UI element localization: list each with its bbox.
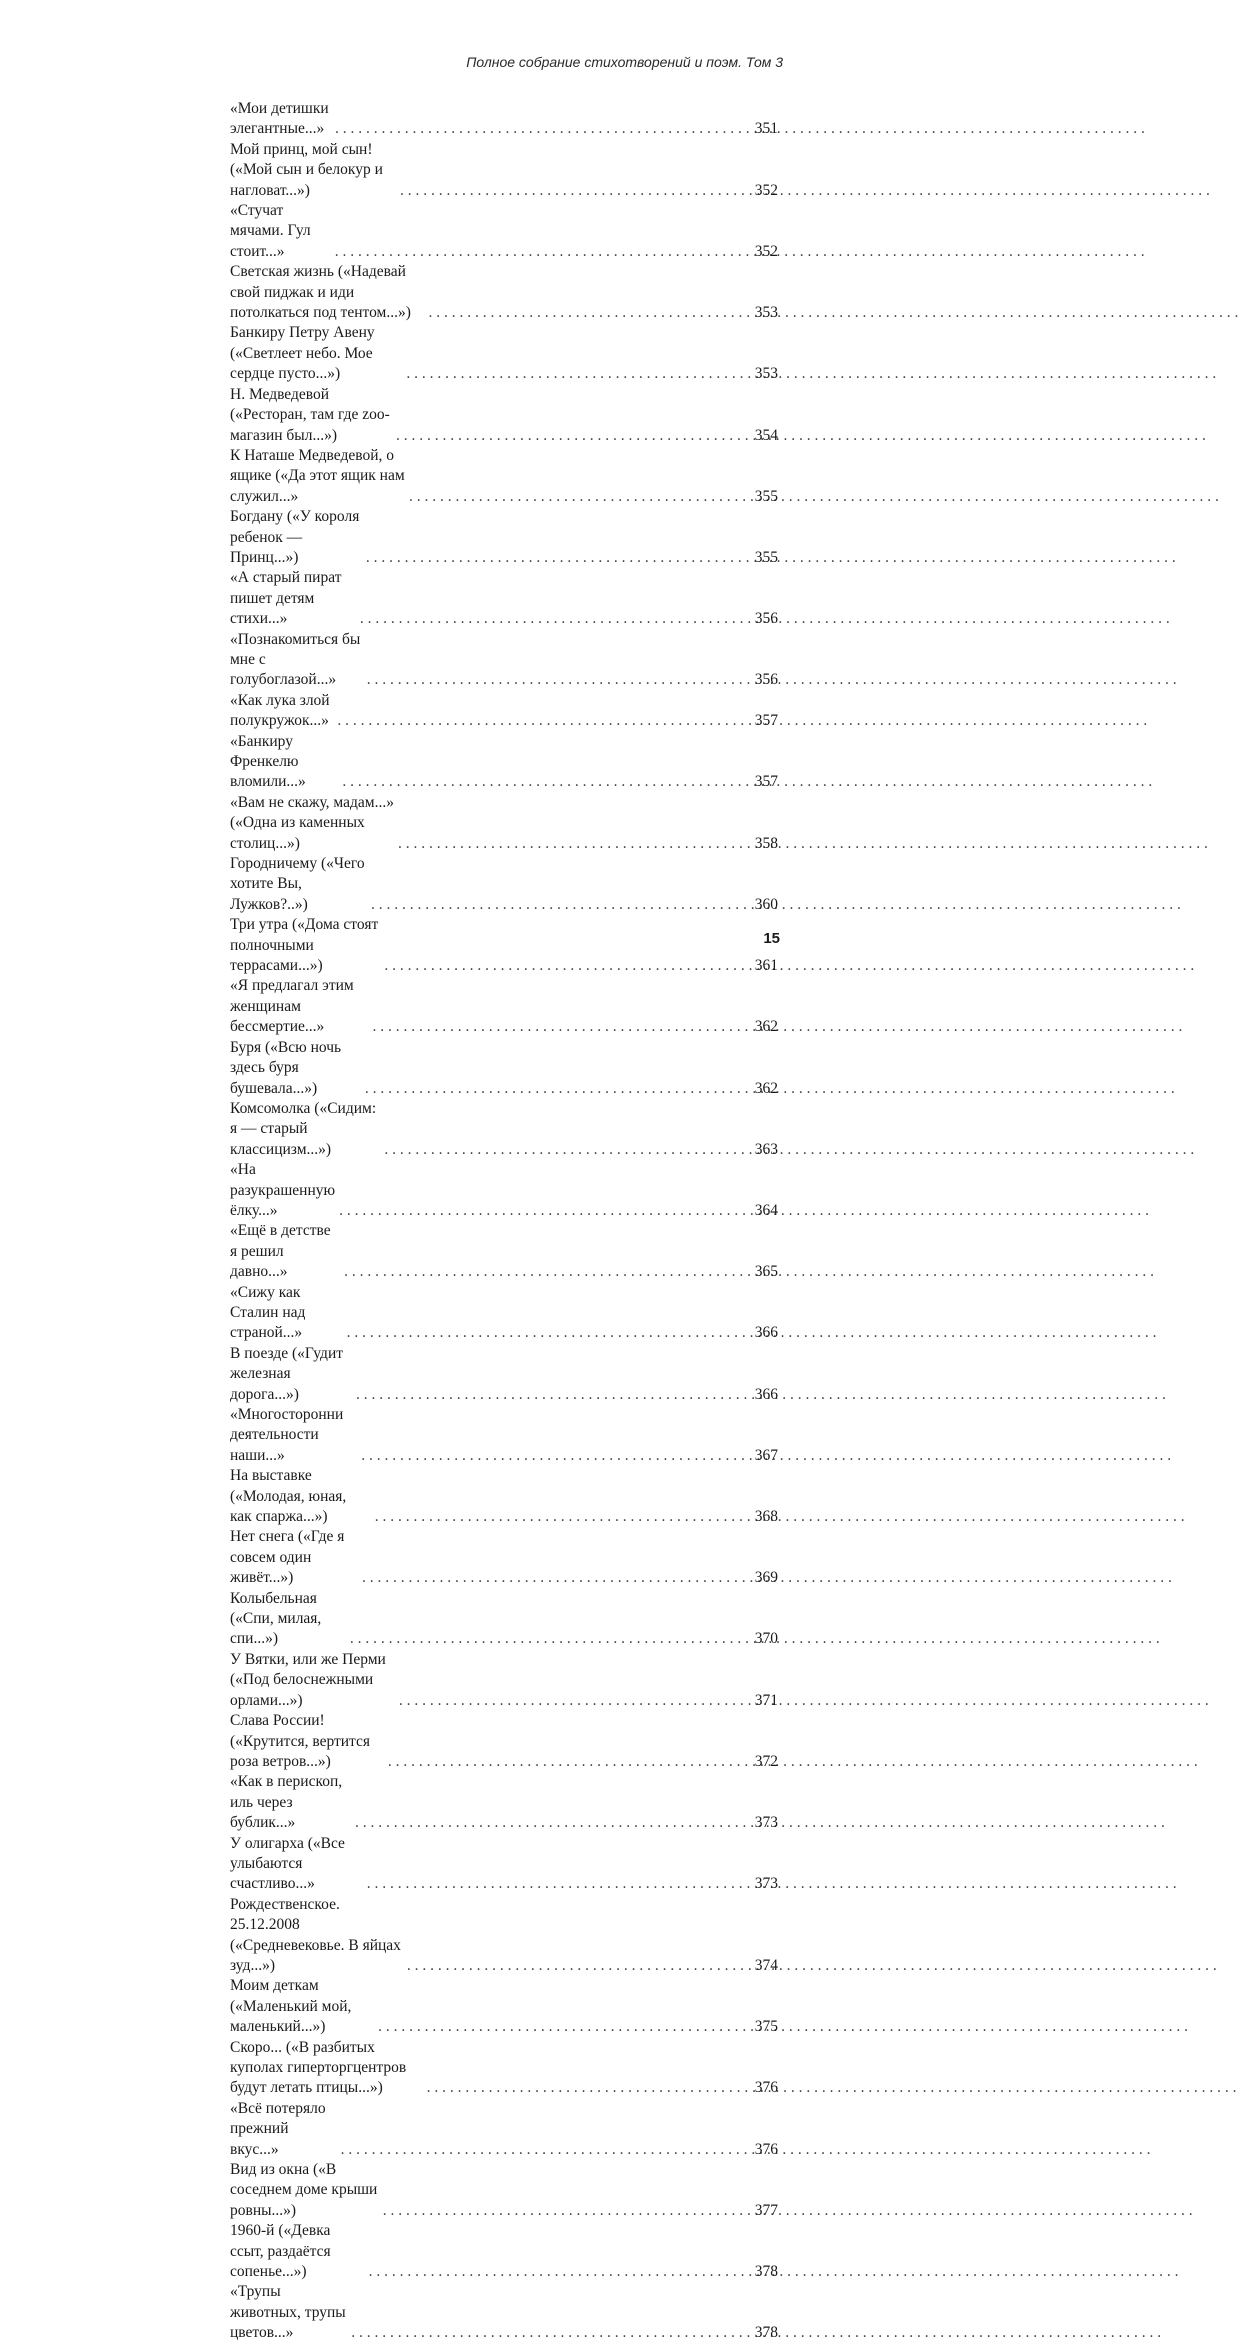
page-number: 15 bbox=[763, 930, 780, 947]
toc-entry-title: 1960-й («Девка ссыт, раздаётся сопенье...») bbox=[230, 2222, 331, 2281]
toc-entry-title: Нет снега («Где я совсем один живёт...») bbox=[230, 1528, 345, 1587]
toc-entry bbox=[230, 854, 778, 915]
toc-entry-title: Банкиру Петру Авену («Светлеет небо. Мое сердце пусто...») bbox=[230, 324, 375, 383]
toc-entry-title: Моим деткам («Маленький мой, маленький...») bbox=[230, 1977, 352, 2036]
toc-entry-title: У Вятки, или же Перми («Под белоснежными орлами...») bbox=[230, 1650, 386, 1709]
toc-entry-title: Городничему («Чего хотите Вы, Лужков?..») bbox=[230, 855, 365, 913]
toc-entry-title: Три утра («Дома стоят полночными террасами...») bbox=[230, 916, 379, 975]
toc-entry-page: 361 bbox=[754, 957, 778, 975]
toc-dot-leader bbox=[360, 609, 751, 629]
toc-entry-page: 365 bbox=[754, 1263, 778, 1281]
toc-entry bbox=[230, 446, 778, 507]
toc-entry bbox=[230, 1344, 778, 1405]
toc-dot-leader bbox=[373, 1017, 751, 1037]
toc-entry-page: 372 bbox=[754, 1752, 778, 1770]
toc-dot-leader bbox=[427, 2078, 751, 2098]
toc-entry-page: 366 bbox=[754, 1385, 778, 1403]
toc-dot-leader bbox=[337, 711, 750, 731]
table-of-contents bbox=[230, 99, 778, 2344]
toc-entry-page: 375 bbox=[754, 2018, 778, 2036]
toc-dot-leader bbox=[361, 1446, 751, 1466]
toc-entry bbox=[230, 1221, 778, 1282]
toc-entry-page: 353 bbox=[754, 365, 778, 383]
toc-entry-page: 362 bbox=[754, 1079, 778, 1097]
toc-entry-page: 355 bbox=[754, 548, 778, 566]
toc-entry-title: «Всё потеряло прежний вкус...» bbox=[230, 2099, 326, 2158]
toc-entry-page: 369 bbox=[754, 1569, 778, 1587]
toc-dot-leader bbox=[399, 1691, 751, 1711]
toc-dot-leader bbox=[342, 772, 750, 792]
toc-entry bbox=[230, 1038, 778, 1099]
toc-dot-leader bbox=[384, 956, 750, 976]
toc-entry bbox=[230, 2282, 778, 2343]
toc-dot-leader bbox=[347, 1323, 751, 1343]
toc-entry-page: 362 bbox=[754, 1018, 778, 1036]
toc-entry-title: К Наташе Медведевой, о ящике («Да этот ящик нам служил...» bbox=[230, 446, 405, 505]
toc-entry-title: Светская жизнь («Надевай свой пиджак и иди потолкаться под тентом...») bbox=[230, 263, 411, 322]
toc-entry-page: 377 bbox=[754, 2201, 778, 2219]
toc-entry-title: Слава России! («Крутится, вертится роза ветров...») bbox=[230, 1712, 371, 1770]
toc-entry bbox=[230, 2221, 778, 2282]
toc-entry-page: 376 bbox=[754, 2079, 778, 2097]
toc-entry-title: «Как лука злой полукружок...» bbox=[230, 691, 330, 730]
toc-dot-leader bbox=[409, 487, 751, 507]
toc-entry-title: «Трупы животных, трупы цветов...» bbox=[230, 2283, 346, 2342]
toc-entry-page: 352 bbox=[754, 242, 778, 260]
running-header: Полное собрание стихотворений и поэм. Том 3 bbox=[466, 54, 783, 70]
toc-entry-page: 356 bbox=[754, 610, 778, 628]
toc-entry-page: 373 bbox=[754, 1814, 778, 1832]
toc-entry-page: 354 bbox=[754, 426, 778, 444]
toc-entry-page: 353 bbox=[754, 304, 778, 322]
toc-dot-leader bbox=[335, 242, 751, 262]
toc-entry-title: Мой принц, мой сын! («Мой сын и белокур и нагловат...») bbox=[230, 140, 383, 199]
toc-dot-leader bbox=[407, 1956, 751, 1976]
toc-dot-leader bbox=[350, 1629, 751, 1649]
toc-entry-page: 370 bbox=[754, 1630, 778, 1648]
toc-entry bbox=[230, 630, 778, 691]
toc-dot-leader bbox=[365, 1079, 751, 1099]
toc-entry-title: Комсомолка («Сидим: я — старый классицизм...») bbox=[230, 1099, 377, 1158]
toc-entry bbox=[230, 1405, 778, 1466]
toc-entry bbox=[230, 568, 778, 629]
toc-entry-page: 358 bbox=[754, 834, 778, 852]
toc-dot-leader bbox=[371, 895, 751, 915]
toc-entry-title: У олигарха («Все улыбаются счастливо...» bbox=[230, 1834, 345, 1893]
toc-entry bbox=[230, 1283, 778, 1344]
toc-entry-title: «Сижу как Сталин над страной...» bbox=[230, 1283, 306, 1342]
toc-entry-title: «Я предлагал этим женщинам бессмертие...» bbox=[230, 977, 354, 1036]
toc-entry-page: 357 bbox=[754, 712, 778, 730]
toc-entry bbox=[230, 1772, 778, 1833]
toc-dot-leader bbox=[388, 1752, 751, 1772]
toc-dot-leader bbox=[378, 2017, 751, 2037]
toc-dot-leader bbox=[396, 426, 751, 446]
toc-entry bbox=[230, 201, 778, 262]
toc-entry-title: «А старый пират пишет детям стихи...» bbox=[230, 569, 342, 628]
toc-entry bbox=[230, 262, 778, 323]
toc-dot-leader bbox=[351, 2323, 751, 2343]
toc-dot-leader bbox=[362, 1568, 751, 1588]
toc-entry-page: 364 bbox=[754, 1201, 778, 1219]
toc-entry-title: Рождественское. 25.12.2008 («Средневековье. В яйцах зуд...») bbox=[230, 1895, 401, 1974]
toc-dot-leader bbox=[335, 119, 751, 139]
toc-entry bbox=[230, 1834, 778, 1895]
toc-entry-title: Колыбельная («Спи, милая, спи...») bbox=[230, 1589, 322, 1648]
toc-entry bbox=[230, 323, 778, 384]
toc-entry bbox=[230, 2160, 778, 2221]
toc-dot-leader bbox=[384, 1140, 750, 1160]
toc-dot-leader bbox=[428, 303, 750, 323]
toc-dot-leader bbox=[344, 1262, 751, 1282]
toc-entry-page: 360 bbox=[754, 895, 778, 913]
toc-entry-title: Вид из окна («В соседнем доме крыши ровны...») bbox=[230, 2161, 378, 2219]
toc-entry bbox=[230, 793, 778, 854]
toc-entry-page: 367 bbox=[754, 1446, 778, 1464]
toc-dot-leader bbox=[367, 670, 751, 690]
toc-entry-title: «Вам не скажу, мадам...» («Одна из каменных столиц...») bbox=[230, 793, 394, 852]
toc-entry-page: 368 bbox=[754, 1508, 778, 1526]
toc-entry-title: Н. Медведевой («Ресторан, там где zoo-магазин был...») bbox=[230, 385, 390, 444]
toc-entry bbox=[230, 507, 778, 568]
toc-dot-leader bbox=[375, 1507, 751, 1527]
toc-entry-title: «Многосторонни деятельности наши...» bbox=[230, 1406, 344, 1464]
toc-entry-title: «На разукрашенную ёлку...» bbox=[230, 1161, 336, 1219]
toc-entry bbox=[230, 1466, 778, 1527]
toc-entry-page: 366 bbox=[754, 1324, 778, 1342]
toc-dot-leader bbox=[383, 2201, 751, 2221]
toc-entry-page: 371 bbox=[754, 1691, 778, 1709]
toc-entry bbox=[230, 1895, 778, 1977]
toc-entry-page: 374 bbox=[754, 1956, 778, 1974]
toc-dot-leader bbox=[406, 364, 750, 384]
toc-entry-title: «Мои детишки элегантные...» bbox=[230, 100, 329, 138]
toc-entry-page: 352 bbox=[754, 181, 778, 199]
toc-entry-page: 356 bbox=[754, 671, 778, 689]
toc-entry-title: «Банкиру Френкелю вломили...» bbox=[230, 732, 306, 791]
toc-dot-leader bbox=[356, 1385, 751, 1405]
toc-entry-title: Буря («Всю ночь здесь буря бушевала...») bbox=[230, 1038, 342, 1097]
toc-dot-leader bbox=[367, 1874, 751, 1894]
toc-dot-leader bbox=[366, 548, 751, 568]
toc-entry-title: На выставке («Молодая, юная, как спаржа...») bbox=[230, 1467, 347, 1526]
toc-entry bbox=[230, 1650, 778, 1711]
toc-entry-title: «Стучат мячами. Гул стоит...» bbox=[230, 202, 311, 260]
toc-entry-page: 378 bbox=[754, 2263, 778, 2281]
toc-entry bbox=[230, 915, 778, 976]
toc-entry bbox=[230, 99, 778, 140]
toc-entry bbox=[230, 1589, 778, 1650]
toc-entry-title: В поезде («Гудит железная дорога...») bbox=[230, 1344, 344, 1403]
toc-entry bbox=[230, 1099, 778, 1160]
toc-entry bbox=[230, 1160, 778, 1221]
toc-entry bbox=[230, 691, 778, 732]
toc-entry-page: 378 bbox=[754, 2324, 778, 2342]
toc-entry bbox=[230, 2099, 778, 2160]
toc-entry-page: 373 bbox=[754, 1875, 778, 1893]
toc-entry bbox=[230, 1527, 778, 1588]
toc-entry bbox=[230, 385, 778, 446]
toc-dot-leader bbox=[355, 1813, 751, 1833]
toc-entry-page: 357 bbox=[754, 773, 778, 791]
toc-entry-title: Богдану («У короля ребенок — Принц...») bbox=[230, 508, 360, 566]
toc-entry-page: 376 bbox=[754, 2140, 778, 2158]
toc-dot-leader bbox=[398, 834, 751, 854]
toc-entry bbox=[230, 2038, 778, 2099]
toc-dot-leader bbox=[369, 2262, 751, 2282]
toc-entry bbox=[230, 732, 778, 793]
toc-dot-leader bbox=[339, 1201, 751, 1221]
toc-entry-page: 363 bbox=[754, 1140, 778, 1158]
toc-entry-page: 351 bbox=[754, 120, 778, 138]
toc-entry-page: 355 bbox=[754, 487, 778, 505]
toc-entry bbox=[230, 140, 778, 201]
toc-entry bbox=[230, 1711, 778, 1772]
toc-entry bbox=[230, 1976, 778, 2037]
toc-dot-leader bbox=[341, 2140, 751, 2160]
toc-entry-title: «Как в перископ, иль через бублик...» bbox=[230, 1773, 343, 1832]
toc-dot-leader bbox=[400, 181, 751, 201]
toc-entry-title: «Познакомиться бы мне с голубоглазой...» bbox=[230, 630, 361, 689]
toc-entry bbox=[230, 976, 778, 1037]
toc-entry-title: Скоро... («В разбитых куполах гиперторгцентров будут летать птицы...») bbox=[230, 2038, 407, 2097]
toc-entry-title: «Ещё в детстве я решил давно...» bbox=[230, 1222, 331, 1281]
